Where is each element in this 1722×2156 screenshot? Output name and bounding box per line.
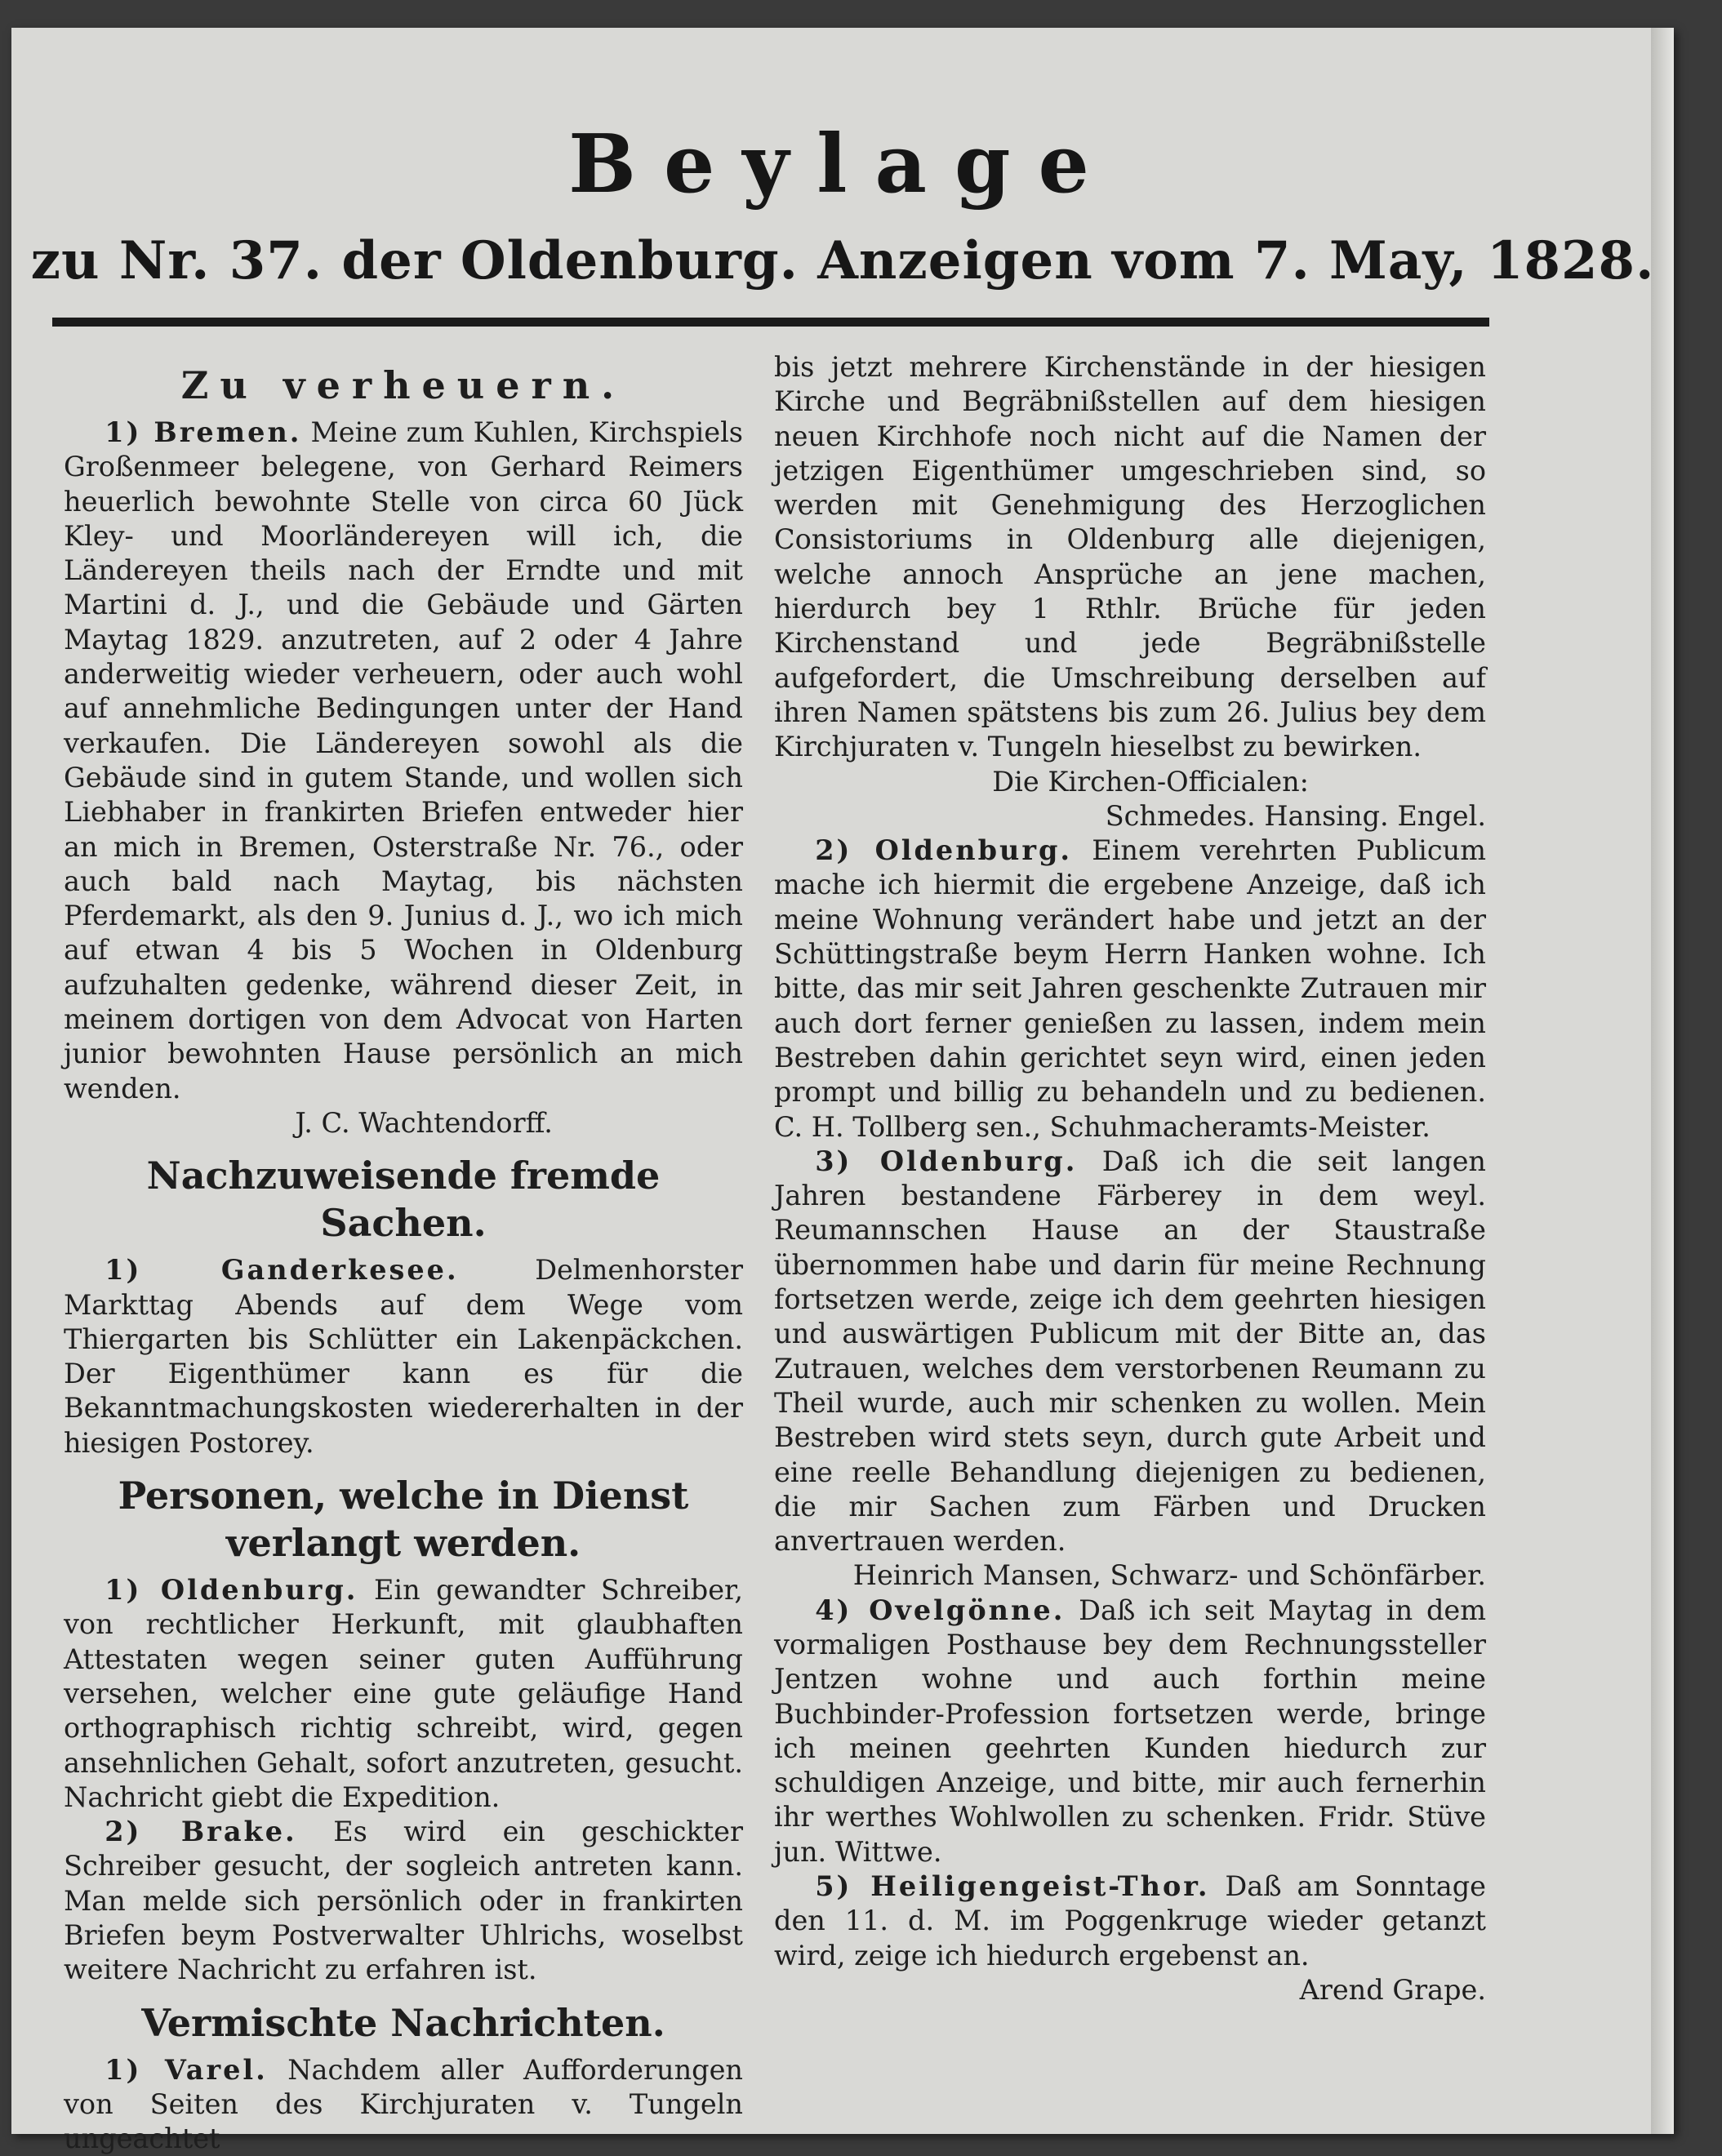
notice-text: Ein gewandter Schreiber, von rechtlicher Herkunft, mit glaubhaften Attestaten wegen seiner guten Aufführung versehen, welcher eine gute geläufige Hand orthographisch richtig schreibt, wird, gegen ansehnlichen Gehalt, sofort anzutreten, gesucht. Nachricht giebt die Expedition. <box>64 1574 743 1813</box>
notice-place: 3) Oldenburg. <box>815 1145 1078 1177</box>
notice-text: Delmenhorster Markttag Abends auf dem Wege vom Thiergarten bis Schlütter ein Lakenpäckchen. Der Eigenthümer kann es für die Bekanntmachungskosten wiedererhalten in der hiesigen Postorey. <box>64 1254 744 1459</box>
notice-text: Daß am Sonntage den 11. d. M. im Poggenkruge wieder getanzt wird, zeige ich hiedurch ergebenst an. <box>774 1870 1486 1972</box>
page-title: Beylage <box>568 118 1117 211</box>
notice-place: 1) Oldenburg. <box>105 1574 358 1607</box>
section-heading-verheuern: Zu verheuern. <box>180 363 626 407</box>
newspaper-page <box>11 28 1674 2155</box>
notice-signature: Schmedes. Hansing. Engel. <box>1105 799 1486 832</box>
notice-oldenburg-tollberg <box>774 834 1486 1145</box>
notice-varel-start <box>64 2053 743 2156</box>
notice-signature: Arend Grape. <box>1299 1973 1486 2006</box>
page-subtitle: zu Nr. 37. der Oldenburg. Anzeigen vom 7. May, 1828. <box>30 230 1655 291</box>
notice-ganderkesee <box>64 1253 743 1460</box>
notice-text: Einem verehrten Publicum mache ich hiermit die ergebene Anzeige, daß ich meine Wohnung verändert habe und jetzt an der Schüttingstraße beym Herrn Hanken wohne. Ich bitte, das mir seit Jahren geschenkte Zutrauen mir auch dort ferner genießen zu lassen, indem mein Bestreben dahin gerichtet seyn wird, einen jeden prompt und billig zu behandeln und zu bedienen. C. H. Tollberg sen., Schuhmacheramts-Meister. <box>774 834 1487 1143</box>
section-heading-vermischte: Vermischte Nachrichten. <box>141 2000 665 2045</box>
notice-signature: J. C. Wachtendorff. <box>295 1106 553 1139</box>
section-heading-dienst: Personen, welche in Dienst verlangt werden. <box>118 1474 689 1566</box>
notice-oldenburg-schreiber <box>64 1573 743 1815</box>
notice-oldenburg-mansen <box>774 1145 1486 1559</box>
notice-text: Es wird ein geschickter Schreiber gesucht, der sogleich antreten kann. Man melde sich persönlich oder in frankirten Briefen beym Postverwalter Uhlrichs, woselbst weitere Nachricht zu erfahren ist. <box>64 1816 743 1986</box>
notice-signature: Heinrich Mansen, Schwarz- und Schönfärber. <box>852 1559 1486 1592</box>
page-edge <box>1651 28 1674 2134</box>
notice-ovelgoenne <box>774 1594 1486 1869</box>
notice-text: Nachdem aller Aufforderungen von Seiten des Kirchjuraten v. Tungeln ungeachtet <box>64 2053 743 2155</box>
header-rule <box>52 318 1489 327</box>
notice-place: 5) Heiligengeist-Thor. <box>815 1870 1210 1903</box>
notice-text: Meine zum Kuhlen, Kirchspiels Großenmeer belegene, von Gerhard Reimers heuerlich bewohnte Stelle von circa 60 Jück Kley- und Moorländereyen will ich, die Ländereyen theils nach der Erndte und mit Martini d. J., und die Gebäude und Gärten Maytag 1829. anzutreten, auf 2 oder 4 Jahre anderweitig wieder verheuern, oder auch wohl auf annehmliche Bedingungen unter der Hand verkaufen. Die Ländereyen sowohl als die Gebäude sind in gutem Stande, und wollen sich Liebhaber in frankirten Briefen entweder hier an mich in Bremen, Osterstraße Nr. 76., oder auch bald nach Maytag, bis nächsten Pferdemarkt, als den 9. Junius d. J., wo ich mich auf etwan 4 bis 5 Wochen in Oldenburg aufzuhalten gedenke, während dieser Zeit, in meinem dortigen von dem Advocat von Harten junior bewohnten Hause persönlich an mich wenden. <box>64 416 743 1105</box>
notice-place: 2) Brake. <box>105 1816 297 1848</box>
notice-brake <box>64 1815 743 1987</box>
left-column <box>64 350 743 2156</box>
notice-signature: Die Kirchen-Officialen: <box>992 765 1309 798</box>
notice-text: Daß ich seit Maytag in dem vormaligen Posthause bey dem Rechnungssteller Jentzen wohne und auch forthin meine Buchbinder-Profession fortsetzen werde, bringe ich meinen geehrten Kunden hiedurch zur schuldigen Anzeige, und bitte, mir auch fernerhin ihr werthes Wohlwollen zu schenken. Fridr. Stüve jun. Wittwe. <box>774 1594 1486 1868</box>
notice-bremen <box>64 416 743 1106</box>
notice-heiligengeist <box>774 1869 1486 1973</box>
notice-place: 1) Bremen. <box>105 416 302 448</box>
notice-place: 1) Varel. <box>105 2053 268 2086</box>
notice-place: 2) Oldenburg. <box>815 834 1073 867</box>
notice-varel-continued: bis jetzt mehrere Kirchenstände in der hiesigen Kirche und Begräbnißstellen auf dem hiesigen neuen Kirchhofe noch nicht auf die Namen der jetzigen Eigenthümer umgeschrieben sind, so werden mit Genehmigung des Herzoglichen Consistoriums in Oldenburg alle diejenigen, welche annoch Ansprüche an jene machen, hierdurch bey 1 Rthlr. Brüche für jeden Kirchenstand und jede Begräbnißstelle aufgefordert, die Umschreibung derselben auf ihren Namen spätstens bis zum 26. Julius bey dem Kirchjuraten v. Tungeln hieselbst zu bewirken. <box>774 351 1486 763</box>
notice-place: 4) Ovelgönne. <box>815 1594 1066 1626</box>
notice-place: 1) Ganderkesee. <box>105 1254 459 1287</box>
right-column <box>774 350 1486 2007</box>
notice-text: Daß ich die seit langen Jahren bestandene Färberey in dem weyl. Reumannschen Hause an der Staustraße übernommen habe und darin für meine Rechnung fortsetzen werde, zeige ich dem geehrten hiesigen und auswärtigen Publicum mit der Bitte an, das Zutrauen, welches dem verstorbenen Reumann zu Theil wurde, auch mir schenken zu wollen. Mein Bestreben wird stets seyn, durch gute Arbeit und eine reelle Behandlung diejenigen zu bedienen, die mir Sachen zum Färben und Drucken anvertrauen werden. <box>774 1145 1486 1558</box>
section-heading-fremde: Nachzuweisende fremde Sachen. <box>146 1154 661 1246</box>
